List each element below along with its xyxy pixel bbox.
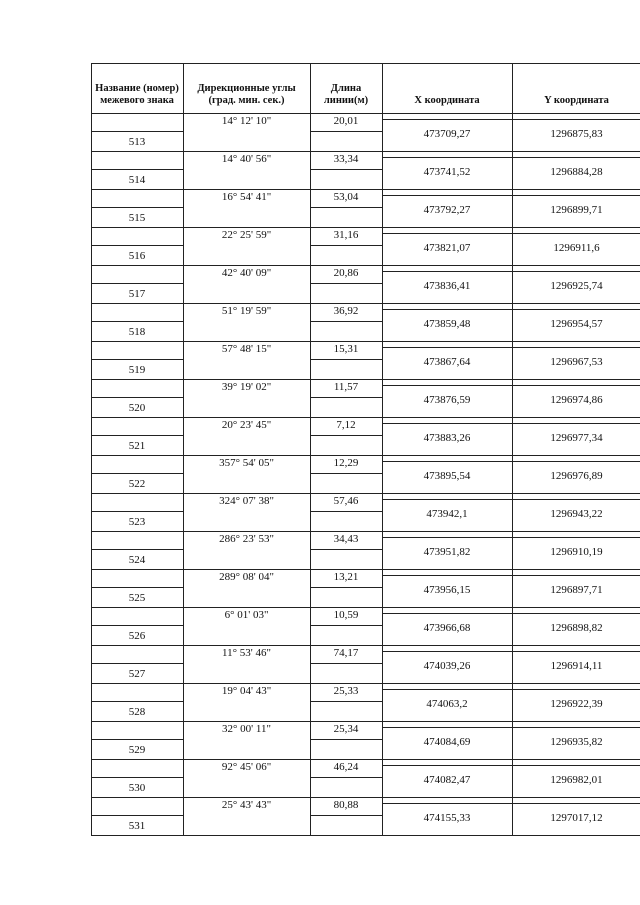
row-divider	[91, 473, 183, 474]
x-coordinate-value: 474155,33	[423, 812, 471, 824]
x-coordinate-value: 473966,68	[423, 622, 471, 634]
row-divider	[310, 663, 382, 664]
line-length-value: 20,86	[333, 267, 359, 279]
direction-angle-value: 19° 04' 43"	[221, 685, 272, 697]
direction-angle-value: 20° 23' 45"	[221, 419, 272, 431]
direction-angle-value: 289° 08' 04"	[219, 571, 274, 583]
row-divider	[91, 379, 640, 380]
row-divider	[91, 701, 183, 702]
point-name-value: 515	[128, 212, 146, 224]
row-divider	[310, 283, 382, 284]
row-divider	[91, 493, 640, 494]
row-divider	[310, 473, 382, 474]
row-divider	[310, 587, 382, 588]
line-length-value: 36,92	[333, 305, 359, 317]
row-divider	[382, 727, 640, 728]
row-divider	[310, 207, 382, 208]
row-divider	[382, 613, 640, 614]
header-line-length: Длина линии(м)	[323, 83, 369, 106]
header-x-coordinate: X координата	[414, 95, 480, 106]
row-divider	[91, 321, 183, 322]
point-name-value: 527	[128, 668, 146, 680]
x-coordinate-value: 473895,54	[423, 470, 471, 482]
row-divider	[91, 835, 640, 836]
y-coordinate-value: 1296897,71	[550, 584, 603, 596]
row-divider	[91, 531, 640, 532]
direction-angle-value: 324° 07' 38"	[219, 495, 274, 507]
line-length-value: 15,31	[333, 343, 359, 355]
line-length-value: 80,88	[333, 799, 359, 811]
point-name-value: 524	[128, 554, 146, 566]
row-divider	[91, 587, 183, 588]
y-coordinate-value: 1296914,11	[550, 660, 603, 672]
y-coordinate-value: 1296976,89	[550, 470, 603, 482]
x-coordinate-value: 474063,2	[426, 698, 468, 710]
row-divider	[91, 815, 183, 816]
row-divider	[382, 537, 640, 538]
x-coordinate-value: 473709,27	[423, 128, 471, 140]
direction-angle-value: 22° 25' 59"	[221, 229, 272, 241]
row-divider	[382, 271, 640, 272]
row-divider	[91, 169, 183, 170]
y-coordinate-value: 1296884,28	[550, 166, 603, 178]
column-divider	[183, 63, 184, 835]
direction-angle-value: 42° 40' 09"	[221, 267, 272, 279]
direction-angle-value: 39° 19' 02"	[221, 381, 272, 393]
column-divider	[310, 63, 311, 835]
y-coordinate-value: 1296925,74	[550, 280, 603, 292]
point-name-value: 529	[128, 744, 146, 756]
line-length-value: 25,34	[333, 723, 359, 735]
column-divider	[382, 63, 383, 835]
line-length-value: 34,43	[333, 533, 359, 545]
y-coordinate-value: 1296977,34	[550, 432, 603, 444]
x-coordinate-value: 473951,82	[423, 546, 471, 558]
row-divider	[382, 651, 640, 652]
row-divider	[91, 417, 640, 418]
row-divider	[91, 131, 183, 132]
row-divider	[310, 245, 382, 246]
row-divider	[91, 341, 640, 342]
y-coordinate-value: 1296922,39	[550, 698, 603, 710]
row-divider	[310, 397, 382, 398]
boundary-coordinates-table	[91, 63, 640, 838]
row-divider	[91, 207, 183, 208]
row-divider	[310, 435, 382, 436]
line-length-value: 53,04	[333, 191, 359, 203]
direction-angle-value: 16° 54' 41"	[221, 191, 272, 203]
row-divider	[310, 511, 382, 512]
row-divider	[91, 189, 640, 190]
row-divider	[91, 359, 183, 360]
y-coordinate-value: 1297017,12	[550, 812, 603, 824]
direction-angle-value: 32° 00' 11"	[222, 723, 271, 735]
x-coordinate-value: 473741,52	[423, 166, 471, 178]
row-divider	[310, 815, 382, 816]
row-divider	[382, 119, 640, 120]
row-divider	[382, 575, 640, 576]
direction-angle-value: 357° 54' 05"	[219, 457, 274, 469]
row-divider	[310, 701, 382, 702]
point-name-value: 519	[128, 364, 146, 376]
point-name-value: 530	[128, 782, 146, 794]
row-divider	[310, 131, 382, 132]
y-coordinate-value: 1296982,01	[550, 774, 603, 786]
row-divider	[91, 645, 640, 646]
row-divider	[91, 569, 640, 570]
direction-angle-value: 6° 01' 03"	[224, 609, 269, 621]
x-coordinate-value: 473876,59	[423, 394, 471, 406]
point-name-value: 523	[128, 516, 146, 528]
line-length-value: 7,12	[336, 419, 356, 431]
x-coordinate-value: 474039,26	[423, 660, 471, 672]
row-divider	[382, 157, 640, 158]
x-coordinate-value: 473883,26	[423, 432, 471, 444]
y-coordinate-value: 1296935,82	[550, 736, 603, 748]
row-divider	[382, 423, 640, 424]
row-divider	[382, 309, 640, 310]
direction-angle-value: 25° 43' 43"	[221, 799, 272, 811]
y-coordinate-value: 1296910,19	[550, 546, 603, 558]
direction-angle-value: 14° 12' 10"	[221, 115, 272, 127]
line-length-value: 25,33	[333, 685, 359, 697]
y-coordinate-value: 1296954,57	[550, 318, 603, 330]
line-length-value: 12,29	[333, 457, 359, 469]
row-divider	[382, 385, 640, 386]
line-length-value: 33,34	[333, 153, 359, 165]
row-divider	[91, 721, 640, 722]
y-coordinate-value: 1296943,22	[550, 508, 603, 520]
direction-angle-value: 92° 45' 06"	[221, 761, 272, 773]
x-coordinate-value: 473956,15	[423, 584, 471, 596]
row-divider	[310, 777, 382, 778]
row-divider	[382, 233, 640, 234]
row-divider	[310, 169, 382, 170]
header-divider	[91, 113, 640, 114]
line-length-value: 13,21	[333, 571, 359, 583]
row-divider	[91, 455, 640, 456]
direction-angle-value: 51° 19' 59"	[221, 305, 272, 317]
row-divider	[91, 777, 183, 778]
point-name-value: 526	[128, 630, 146, 642]
line-length-value: 31,16	[333, 229, 359, 241]
table-border	[91, 63, 640, 64]
row-divider	[382, 499, 640, 500]
point-name-value: 528	[128, 706, 146, 718]
row-divider	[91, 797, 640, 798]
row-divider	[382, 195, 640, 196]
direction-angle-value: 57° 48' 15"	[221, 343, 272, 355]
row-divider	[382, 803, 640, 804]
x-coordinate-value: 473836,41	[423, 280, 471, 292]
row-divider	[91, 151, 640, 152]
x-coordinate-value: 473859,48	[423, 318, 471, 330]
row-divider	[382, 347, 640, 348]
x-coordinate-value: 474084,69	[423, 736, 471, 748]
point-name-value: 525	[128, 592, 146, 604]
point-name-value: 521	[128, 440, 146, 452]
line-length-value: 57,46	[333, 495, 359, 507]
row-divider	[310, 321, 382, 322]
row-divider	[91, 607, 640, 608]
point-name-value: 517	[128, 288, 146, 300]
row-divider	[382, 461, 640, 462]
header-y-coordinate: Y координата	[544, 95, 609, 106]
x-coordinate-value: 473821,07	[423, 242, 471, 254]
point-name-value: 531	[128, 820, 146, 832]
row-divider	[310, 359, 382, 360]
row-divider	[91, 663, 183, 664]
y-coordinate-value: 1296974,86	[550, 394, 603, 406]
y-coordinate-value: 1296875,83	[550, 128, 603, 140]
x-coordinate-value: 473792,27	[423, 204, 471, 216]
line-length-value: 74,17	[333, 647, 359, 659]
row-divider	[91, 227, 640, 228]
y-coordinate-value: 1296899,71	[550, 204, 603, 216]
point-name-value: 518	[128, 326, 146, 338]
point-name-value: 513	[128, 136, 146, 148]
y-coordinate-value: 1296911,6	[553, 242, 600, 254]
line-length-value: 11,57	[333, 381, 359, 393]
row-divider	[382, 765, 640, 766]
row-divider	[91, 265, 640, 266]
point-name-value: 522	[128, 478, 146, 490]
line-length-value: 46,24	[333, 761, 359, 773]
direction-angle-value: 14° 40' 56"	[221, 153, 272, 165]
line-length-value: 20,01	[333, 115, 359, 127]
row-divider	[91, 511, 183, 512]
point-name-value: 514	[128, 174, 146, 186]
header-point-name: Название (номер) межевого знака	[95, 83, 179, 106]
row-divider	[91, 435, 183, 436]
row-divider	[91, 303, 640, 304]
x-coordinate-value: 473867,64	[423, 356, 471, 368]
row-divider	[91, 683, 640, 684]
y-coordinate-value: 1296967,53	[550, 356, 603, 368]
row-divider	[91, 245, 183, 246]
point-name-value: 520	[128, 402, 146, 414]
column-divider	[512, 63, 513, 835]
header-direction-angle: Дирекционные углы (град. мин. сек.)	[197, 83, 296, 106]
row-divider	[91, 759, 640, 760]
y-coordinate-value: 1296898,82	[550, 622, 603, 634]
x-coordinate-value: 473942,1	[426, 508, 468, 520]
point-name-value: 516	[128, 250, 146, 262]
row-divider	[91, 739, 183, 740]
line-length-value: 10,59	[333, 609, 359, 621]
row-divider	[382, 689, 640, 690]
x-coordinate-value: 474082,47	[423, 774, 471, 786]
row-divider	[91, 283, 183, 284]
row-divider	[310, 739, 382, 740]
row-divider	[91, 625, 183, 626]
direction-angle-value: 286° 23' 53"	[219, 533, 274, 545]
row-divider	[310, 625, 382, 626]
row-divider	[91, 549, 183, 550]
direction-angle-value: 11° 53' 46"	[222, 647, 271, 659]
row-divider	[91, 397, 183, 398]
row-divider	[310, 549, 382, 550]
